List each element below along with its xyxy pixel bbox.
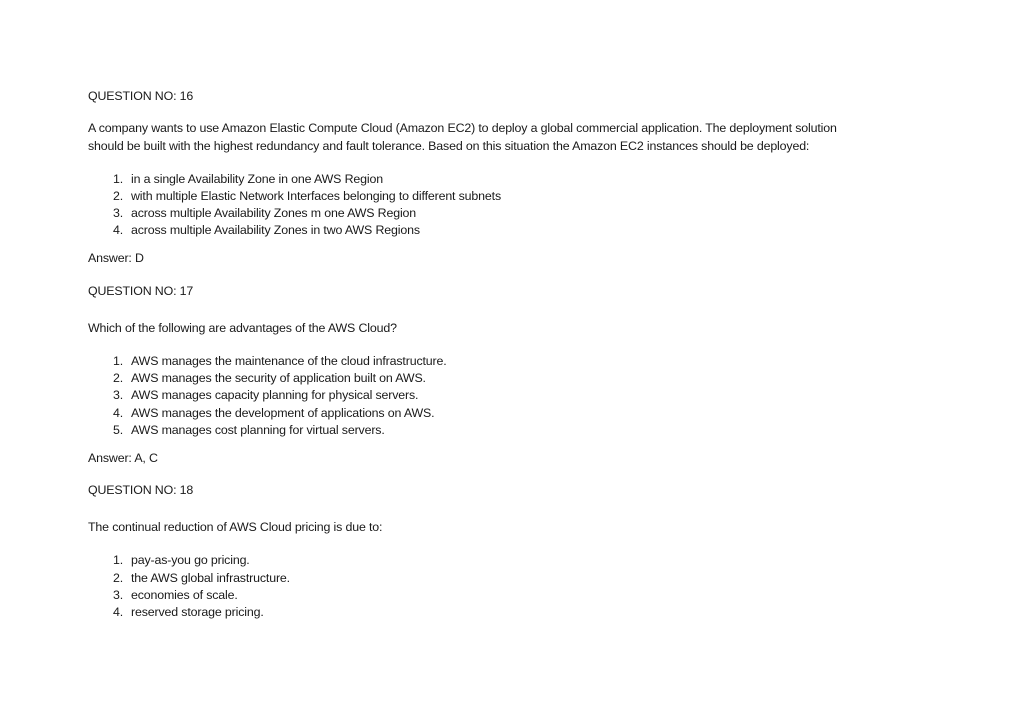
option-text: across multiple Availability Zones m one AWS Region: [131, 206, 417, 220]
question-16-text-line-2: should be built with the highest redundancy and fault tolerance. Based on this situation the Amazon EC2 instances should be deployed:: [88, 139, 810, 153]
option-number: 1.: [112, 172, 123, 186]
question-16-text-line-1: A company wants to use Amazon Elastic Compute Cloud (Amazon EC2) to deploy a global commercial application. The deployment solution: [88, 121, 837, 135]
option-text: the AWS global infrastructure.: [131, 571, 290, 585]
option-number: 3.: [112, 206, 123, 220]
option-number: 5.: [112, 423, 123, 437]
question-17-answer: Answer: A, C: [88, 451, 158, 465]
option-number: 2.: [112, 189, 123, 203]
option-text: economies of scale.: [131, 588, 238, 602]
option-text: reserved storage pricing.: [131, 605, 264, 619]
option-number: 4.: [112, 223, 123, 237]
option-number: 1.: [112, 354, 123, 368]
option-text: in a single Availability Zone in one AWS Region: [131, 172, 383, 186]
option-number: 1.: [112, 553, 123, 567]
option-number: 4.: [112, 605, 123, 619]
question-18-text-line-1: The continual reduction of AWS Cloud pricing is due to:: [88, 520, 383, 534]
option-number: 3.: [112, 588, 123, 602]
option-text: across multiple Availability Zones in two AWS Regions: [131, 223, 420, 237]
question-16-heading: QUESTION NO: 16: [88, 89, 194, 103]
option-text: AWS manages the maintenance of the cloud infrastructure.: [131, 354, 447, 368]
option-text: pay-as-you go pricing.: [131, 553, 250, 567]
question-16-answer: Answer: D: [88, 251, 144, 265]
question-18-heading: QUESTION NO: 18: [88, 483, 194, 497]
question-17-heading: QUESTION NO: 17: [88, 284, 194, 298]
option-text: with multiple Elastic Network Interfaces belonging to different subnets: [131, 189, 501, 203]
option-text: AWS manages capacity planning for physical servers.: [131, 388, 419, 402]
option-text: AWS manages the security of application built on AWS.: [131, 371, 426, 385]
option-text: AWS manages cost planning for virtual servers.: [131, 423, 385, 437]
question-17-text-line-1: Which of the following are advantages of the AWS Cloud?: [88, 321, 397, 335]
option-text: AWS manages the development of applications on AWS.: [131, 406, 435, 420]
option-number: 3.: [112, 388, 123, 402]
option-number: 4.: [112, 406, 123, 420]
option-number: 2.: [112, 371, 123, 385]
option-number: 2.: [112, 571, 123, 585]
